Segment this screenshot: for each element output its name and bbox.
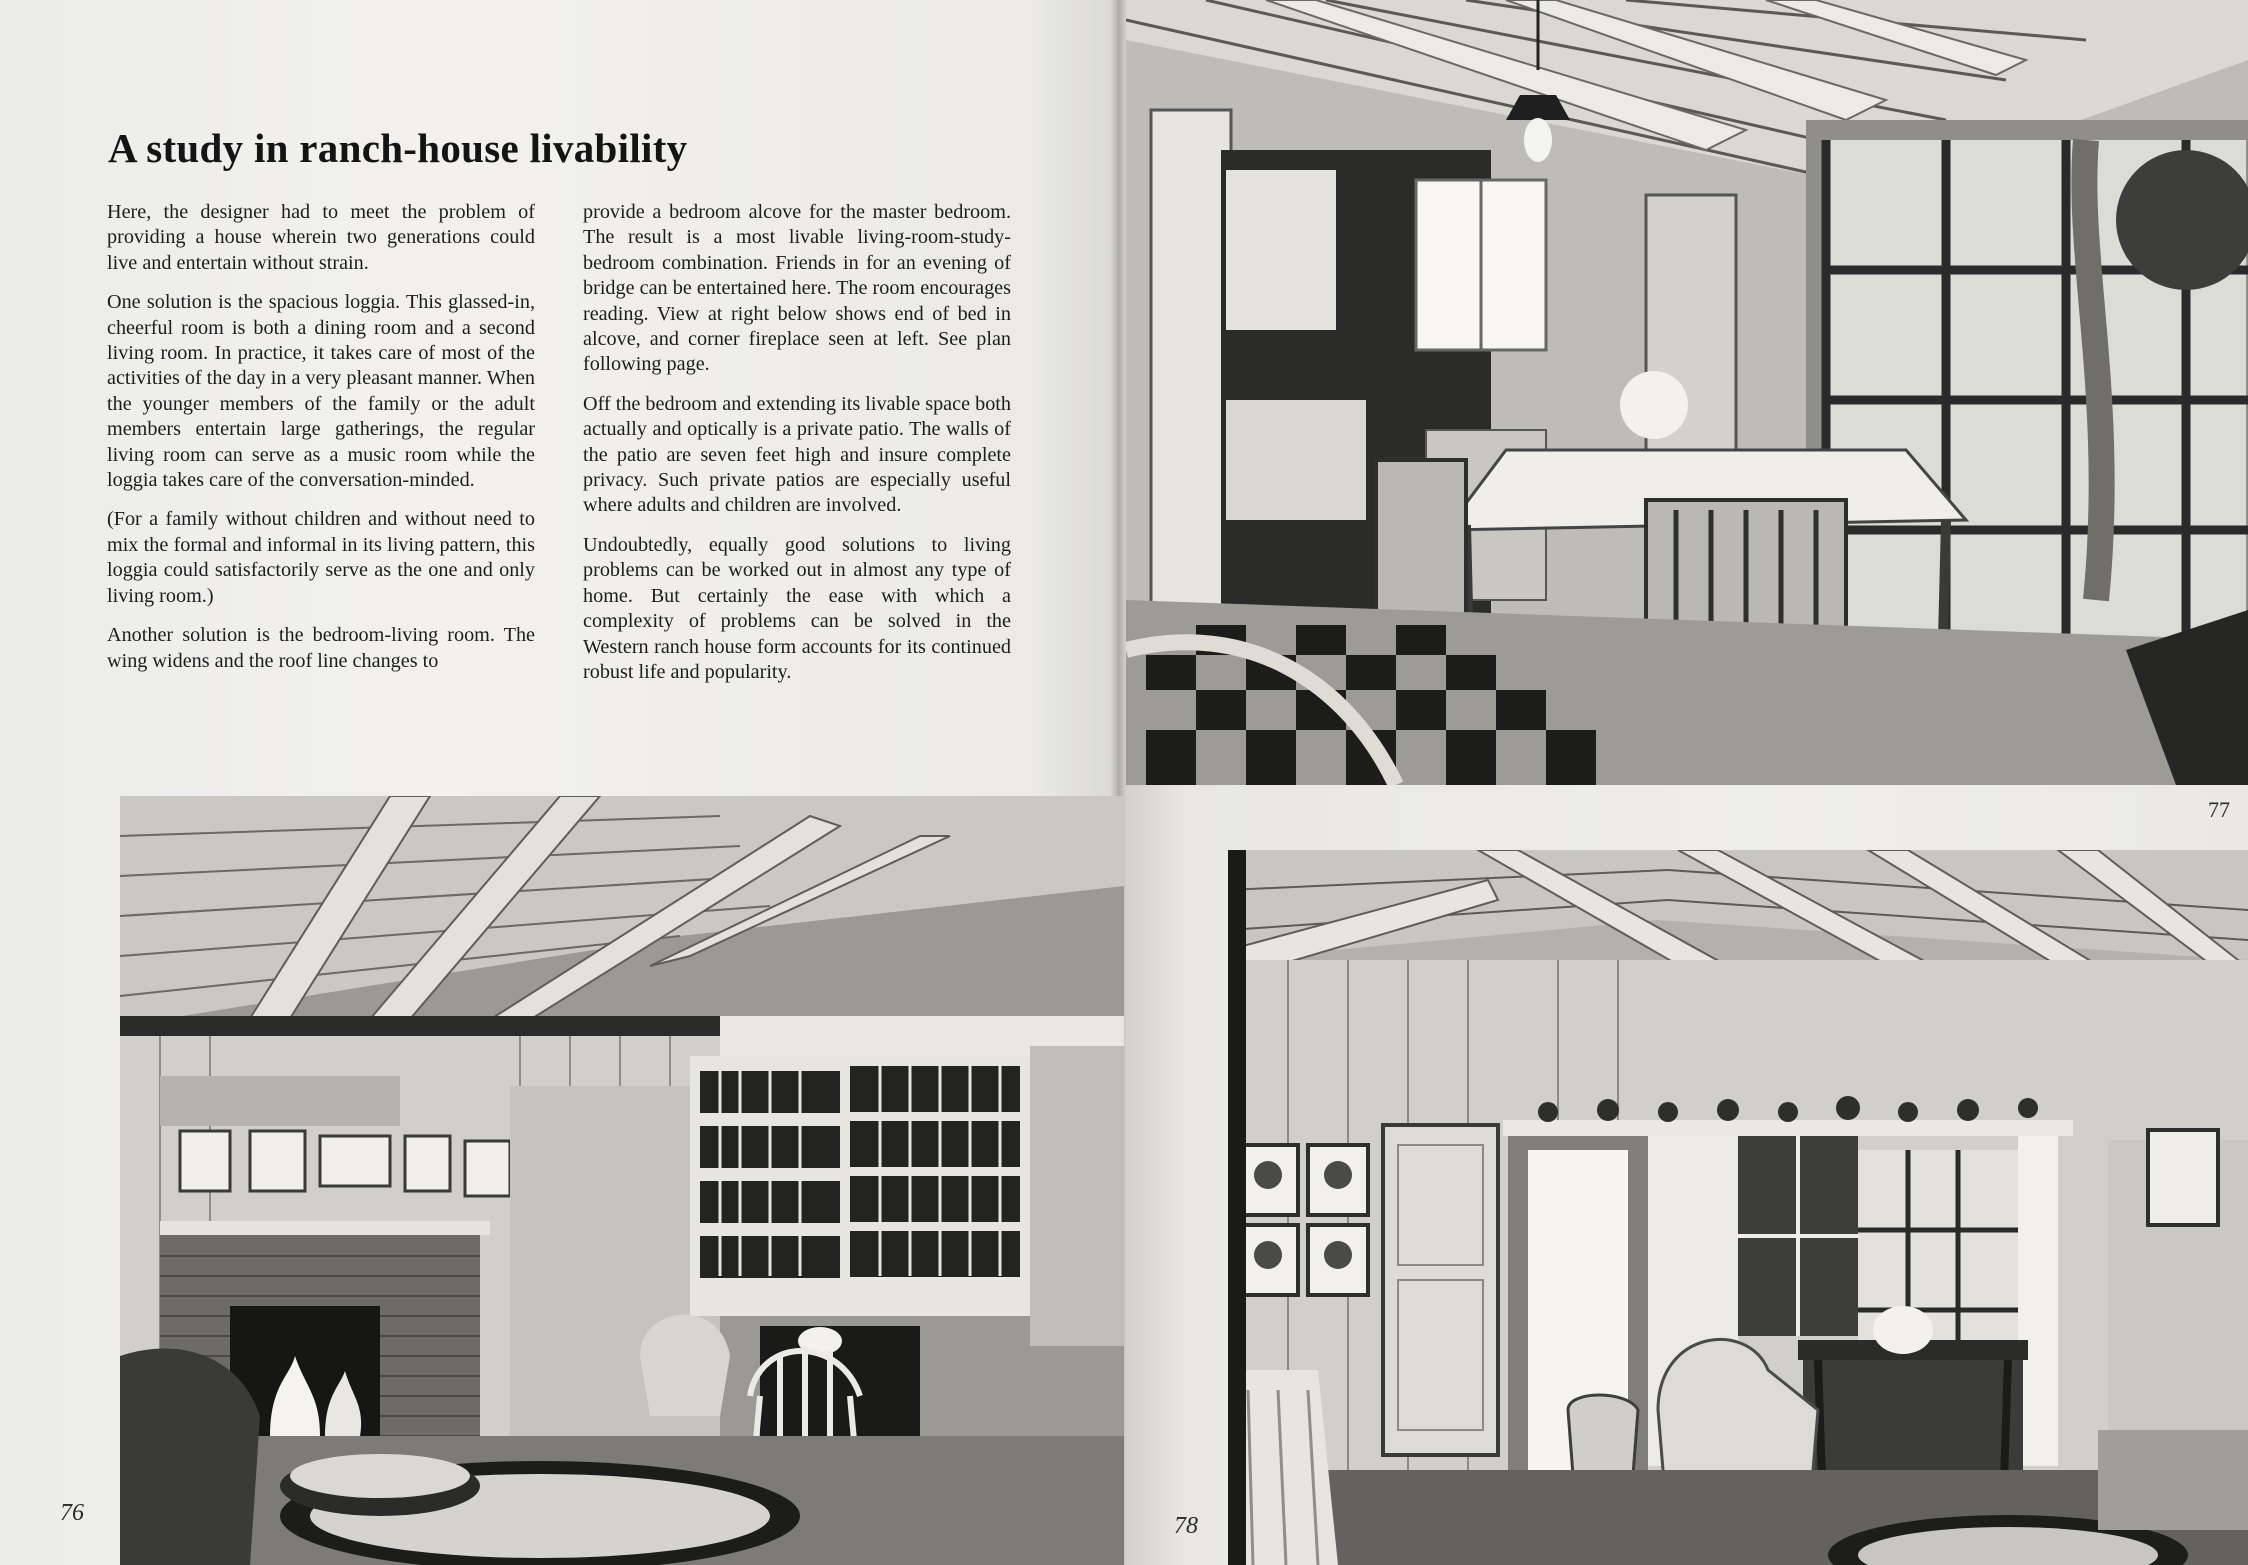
paragraph: Another solution is the bedroom-living room. The wing widens and the roof line changes to: [107, 624, 535, 672]
paragraph: (For a family without children and without need to mix the formal and informal in its living pattern, this loggia could satisfactorily serve as the one and only living room.): [107, 508, 535, 607]
paragraph: provide a bedroom alcove for the master bedroom. The result is a most livable living-room-study-bedroom combination. Friends in for an evening of bridge can be entertained here. The room encourages reading. View at right below shows end of bed in alcove, and corner fireplace seen at left. See plan following page.: [583, 201, 1011, 376]
paragraph: One solution is the spacious loggia. This glassed-in, cheerful room is both a dining room and a second living room. In practice, it takes care of most of the activities of the day in a very pleasant manner. When the younger members of the family or the adult members entertain large gatherings, the regular living room can serve as a music room while the loggia takes care of the conversation-minded.: [107, 291, 535, 492]
bedroom-living-photo: [1228, 850, 2248, 1565]
page-number-78: 78: [1174, 1513, 1198, 1539]
article-title: A study in ranch-house livability: [108, 125, 688, 171]
paragraph: Here, the designer had to meet the problem of providing a house wherein two generations could live and entertain without strain.: [107, 201, 535, 274]
text-column-1: [107, 200, 535, 688]
page-number-77: 77: [2208, 797, 2230, 822]
paragraph: Off the bedroom and extending its livable space both actually and optically is a private patio. The walls of the patio are seven feet high and insure complete privacy. Such private patios are especially useful where adults and children are involved.: [583, 392, 1011, 517]
text-column-2: [583, 200, 1011, 699]
paragraph: Undoubtedly, equally good solutions to living problems can be worked out in almost any type of home. But certainly the ease with which a complexity of problems can be solved in the Western ranch house form accounts for its continued robust life and popularity.: [583, 533, 1011, 683]
page-number-76: 76: [60, 1500, 84, 1526]
study-fireplace-photo: [120, 796, 1124, 1565]
loggia-dining-photo: [1126, 0, 2248, 785]
